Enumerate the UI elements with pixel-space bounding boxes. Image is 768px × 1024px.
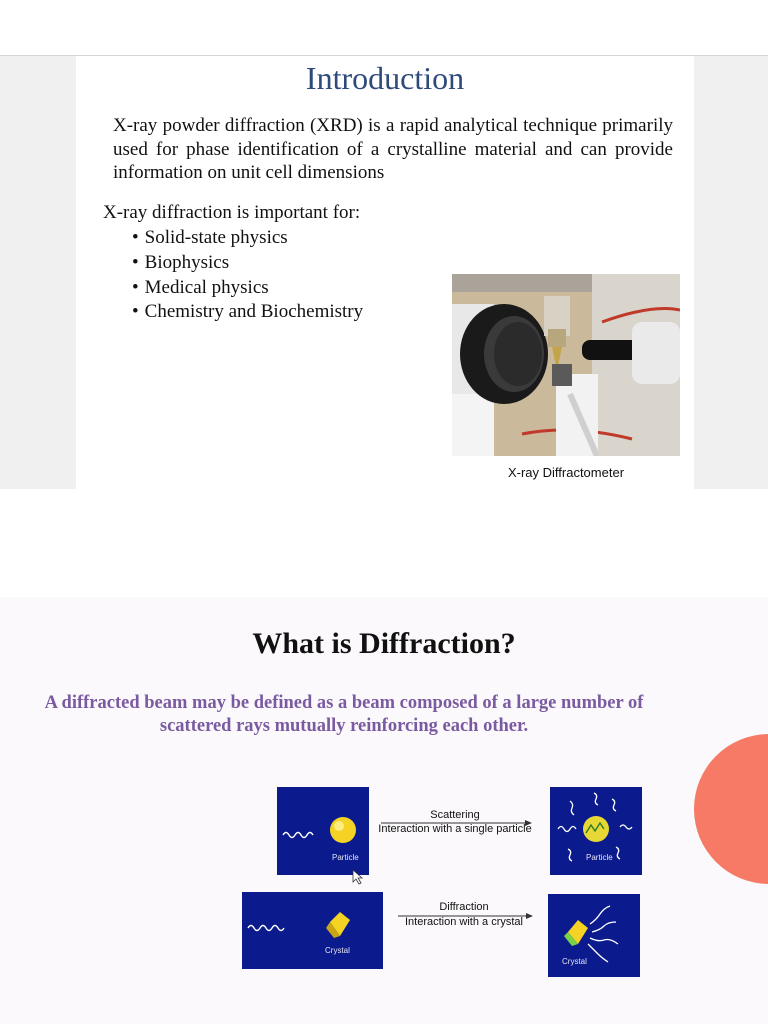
decorative-circle	[694, 734, 768, 884]
wave-icon	[283, 833, 313, 838]
intro-paragraph: X-ray powder diffraction (XRD) is a rapid analytical technique primarily used for phase identification of a crystalline material and can provide information on unit cell dimensions	[113, 115, 673, 183]
diffraction-title: Diffraction	[439, 901, 489, 913]
diffraction-subtitle: Interaction with a crystal	[405, 916, 523, 928]
diffractometer-photo	[452, 274, 680, 456]
crystal-panel	[242, 892, 383, 969]
slide-title: What is Diffraction?	[252, 627, 516, 660]
scattering-subtitle: Interaction with a single particle	[378, 823, 532, 835]
list-item: • Chemistry and Biochemistry	[132, 300, 363, 325]
mouse-cursor-icon	[352, 869, 364, 890]
scattering-title: Scattering	[430, 809, 480, 821]
diffracted-crystal-panel	[548, 894, 640, 977]
particle-panel	[277, 787, 369, 875]
particle-label: Particle	[332, 853, 359, 862]
slide-2	[0, 597, 768, 1024]
list-item: • Medical physics	[132, 276, 363, 301]
list-item: • Solid-state physics	[132, 226, 363, 251]
wave-icon	[248, 926, 284, 931]
crystal-label: Crystal	[325, 946, 350, 955]
slide-1-background	[0, 55, 768, 489]
photo-caption: X-ray Diffractometer	[507, 465, 625, 480]
crystal-label: Crystal	[562, 957, 587, 966]
particle-label: Particle	[586, 853, 613, 862]
definition-text: A diffracted beam may be defined as a beam composed of a large number of scattered rays mutually reinforcing each other.	[44, 693, 644, 736]
slide-1	[76, 56, 694, 489]
list-heading: X-ray diffraction is important for:	[103, 202, 361, 223]
scattered-particle-panel	[550, 787, 642, 875]
slide-title: Introduction	[305, 60, 465, 96]
list-item: • Biophysics	[132, 251, 363, 276]
application-list	[132, 226, 363, 325]
